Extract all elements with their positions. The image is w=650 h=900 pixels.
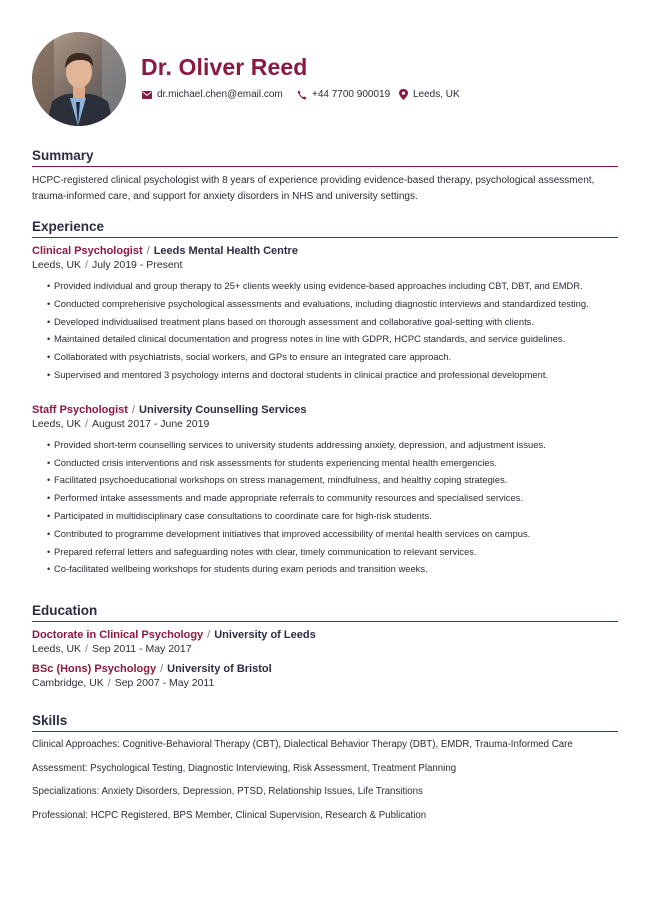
job-role: Clinical Psychologist <box>32 245 143 257</box>
job-meta: Leeds, UK / August 2017 - June 2019 <box>32 417 210 430</box>
job-bullet: • Prepared referral letters and safeguarding notes with clear, timely communication to relevant services. <box>48 543 618 561</box>
section-title-summary: Summary <box>32 148 618 167</box>
contact-email[interactable] <box>142 89 283 100</box>
contact-location <box>399 89 460 100</box>
job-bullet: • Provided short-term counselling services to university students addressing anxiety, depression, and adjustment issues. <box>48 436 618 454</box>
education-heading: Doctorate in Clinical Psychology / University of Leeds <box>32 629 316 641</box>
candidate-name: Dr. Oliver Reed <box>141 54 308 80</box>
education-school: University of Leeds <box>214 629 316 641</box>
skill-line: Specializations: Anxiety Disorders, Depression, PTSD, Relationship Issues, Life Transitions <box>32 786 423 797</box>
section-title-skills: Skills <box>32 713 618 732</box>
education-entry <box>32 629 618 655</box>
job-bullets <box>32 277 618 384</box>
email-text: dr.michael.chen@email.com <box>157 89 283 100</box>
job-bullet: • Supervised and mentored 3 psychology interns and doctoral students in clinical practice and professional development. <box>48 366 618 384</box>
job-location: Leeds, UK <box>32 417 82 430</box>
job-dates: August 2017 - June 2019 <box>91 417 210 430</box>
job-bullets <box>32 436 618 578</box>
job-bullet: • Conducted crisis interventions and risk assessments for students experiencing mental health emergencies. <box>48 454 618 472</box>
education-dates: Sep 2007 - May 2011 <box>114 677 215 689</box>
job-bullet: • Provided individual and group therapy to 25+ clients weekly using evidence-based approaches including CBT, DBT, and EMDR. <box>48 277 618 295</box>
skills-section <box>32 713 618 833</box>
job-bullet: • Collaborated with psychiatrists, social workers, and GPs to ensure an integrated care approach. <box>48 348 618 366</box>
education-school: University of Bristol <box>167 663 272 675</box>
avatar <box>32 32 126 126</box>
job-heading: Clinical Psychologist / Leeds Mental Health Centre <box>32 245 298 257</box>
job-bullet: • Contributed to programme development initiatives that improved accessibility of mental health services on campus. <box>48 525 618 543</box>
job-org: Leeds Mental Health Centre <box>153 245 298 257</box>
education-entry <box>32 663 618 689</box>
job-role: Staff Psychologist <box>32 403 128 416</box>
phone-icon <box>297 90 307 100</box>
map-pin-icon <box>399 89 408 100</box>
job-bullet: • Conducted comprehensive psychological assessments and evaluations, including diagnostic interviews and standardized testing. <box>48 295 618 313</box>
contact-phone[interactable] <box>297 89 390 100</box>
job-entry <box>32 245 618 384</box>
job-bullet: • Developed individualised treatment plans based on thorough assessment and collaborative goal-setting with clients. <box>48 313 618 331</box>
job-entry <box>32 404 618 578</box>
education-dates: Sep 2011 - May 2017 <box>91 643 192 655</box>
job-location: Leeds, UK <box>32 259 82 271</box>
job-org: University Counselling Services <box>139 403 307 416</box>
education-meta: Cambridge, UK / Sep 2007 - May 2011 <box>32 677 215 689</box>
avatar-photo <box>32 32 126 126</box>
education-location: Cambridge, UK <box>32 677 104 689</box>
summary-section <box>32 148 618 205</box>
summary-text: HCPC-registered clinical psychologist with 8 years of experience providing evidence-based therapy, psychological assessment, trauma-informed care, and support for anxiety disorders in NHS and university settings. <box>32 175 595 202</box>
location-text: Leeds, UK <box>413 89 460 100</box>
education-meta: Leeds, UK / Sep 2011 - May 2017 <box>32 643 192 655</box>
job-bullet: • Co-facilitated wellbeing workshops for students during exam periods and transition weeks. <box>48 560 618 578</box>
job-bullet: • Facilitated psychoeducational workshops on stress management, mindfulness, and healthy coping strategies. <box>48 471 618 489</box>
job-bullet: • Participated in multidisciplinary case consultations to coordinate care for high-risk students. <box>48 507 618 525</box>
section-title-experience: Experience <box>32 219 618 238</box>
section-title-education: Education <box>32 603 618 622</box>
education-degree: Doctorate in Clinical Psychology <box>32 629 204 641</box>
job-meta: Leeds, UK / July 2019 - Present <box>32 259 183 271</box>
mail-icon <box>142 91 152 99</box>
job-bullet: • Performed intake assessments and made appropriate referrals to community resources and specialised services. <box>48 489 618 507</box>
job-heading: Staff Psychologist / University Counselling Services <box>32 403 307 416</box>
skill-line: Professional: HCPC Registered, BPS Member, Clinical Supervision, Research & Publication <box>32 810 427 821</box>
education-section <box>32 603 618 689</box>
education-location: Leeds, UK <box>32 643 82 655</box>
skill-line: Assessment: Psychological Testing, Diagnostic Interviewing, Risk Assessment, Treatment Planning <box>32 763 457 774</box>
education-heading: BSc (Hons) Psychology / University of Bristol <box>32 663 272 675</box>
resume-header <box>32 32 622 126</box>
experience-section <box>32 219 618 578</box>
phone-text: +44 7700 900019 <box>312 89 391 100</box>
skill-line: Clinical Approaches: Cognitive-Behavioral Therapy (CBT), Dialectical Behavior Therapy (DBT), EMDR, Trauma-Informed Care <box>32 739 573 750</box>
education-degree: BSc (Hons) Psychology <box>32 663 157 675</box>
job-bullet: • Maintained detailed clinical documentation and progress notes in line with GDPR, HCPC standards, and service guidelines. <box>48 330 618 348</box>
job-dates: July 2019 - Present <box>91 259 183 271</box>
